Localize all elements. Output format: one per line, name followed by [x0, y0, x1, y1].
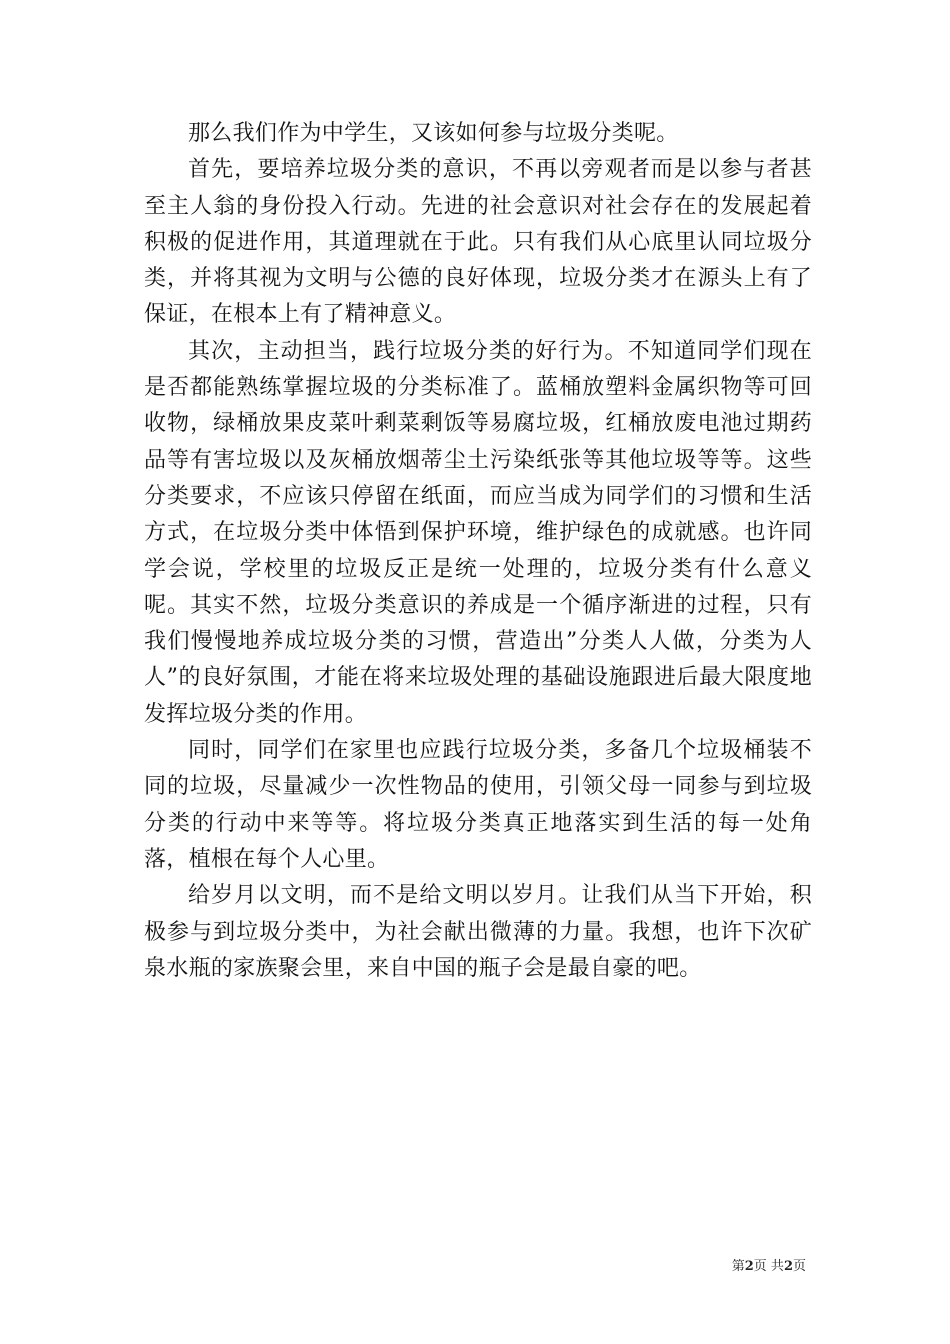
footer-middle: 页 共 — [753, 1259, 784, 1274]
footer-prefix: 第 — [731, 1259, 745, 1274]
paragraph-4: 同时，同学们在家里也应践行垃圾分类，多备几个垃圾桶装不同的垃圾，尽量减少一次性物品的使用，引领父母一同参与到垃圾分类的行动中来等等。将垃圾分类真正地落实到生活的每一处角落，植根在每个人心里。 — [144, 738, 812, 872]
paragraph-3: 其次，主动担当，践行垃圾分类的好行为。不知道同学们现在是否都能熟练掌握垃圾的分类标准了。蓝桶放塑料金属织物等可回收物，绿桶放果皮菜叶剩菜剩饭等易腐垃圾，红桶放废电池过期药品等有害垃圾以及灰桶放烟蒂尘土污染纸张等其他垃圾等等。这些分类要求，不应该只停留在纸面，而应当成为同学们的习惯和生活方式，在垃圾分类中体悟到保护环境，维护绿色的成就感。也许同学会说，学校里的垃圾反正是统一处理的，垃圾分类有什么意义呢。其实不然，垃圾分类意识的养成是一个循序渐进的过程，只有我们慢慢地养成垃圾分类的习惯，营造出”分类人人做，分类为人人”的良好氛围，才能在将来垃圾处理的基础设施跟进后最大限度地发挥垃圾分类的作用。 — [144, 338, 812, 727]
body-text — [144, 116, 812, 987]
paragraph-2: 首先，要培养垃圾分类的意识，不再以旁观者而是以参与者甚至主人翁的身份投入行动。先进的社会意识对社会存在的发展起着积极的促进作用，其道理就在于此。只有我们从心底里认同垃圾分类，并将其视为文明与公德的良好体现，垃圾分类才在源头上有了保证，在根本上有了精神意义。 — [144, 157, 812, 328]
footer-suffix: 页 — [792, 1259, 806, 1274]
footer-total-pages: 2 — [783, 1259, 793, 1274]
footer-current-page: 2 — [744, 1259, 754, 1274]
paragraph-1: 那么我们作为中学生，又该如何参与垃圾分类呢。 — [188, 121, 679, 146]
page-footer — [732, 1259, 806, 1275]
paragraph-5: 给岁月以文明，而不是给文明以岁月。让我们从当下开始，积极参与到垃圾分类中，为社会献出微薄的力量。我想，也许下次矿泉水瓶的家族聚会里，来自中国的瓶子会是最自豪的吧。 — [144, 883, 812, 981]
